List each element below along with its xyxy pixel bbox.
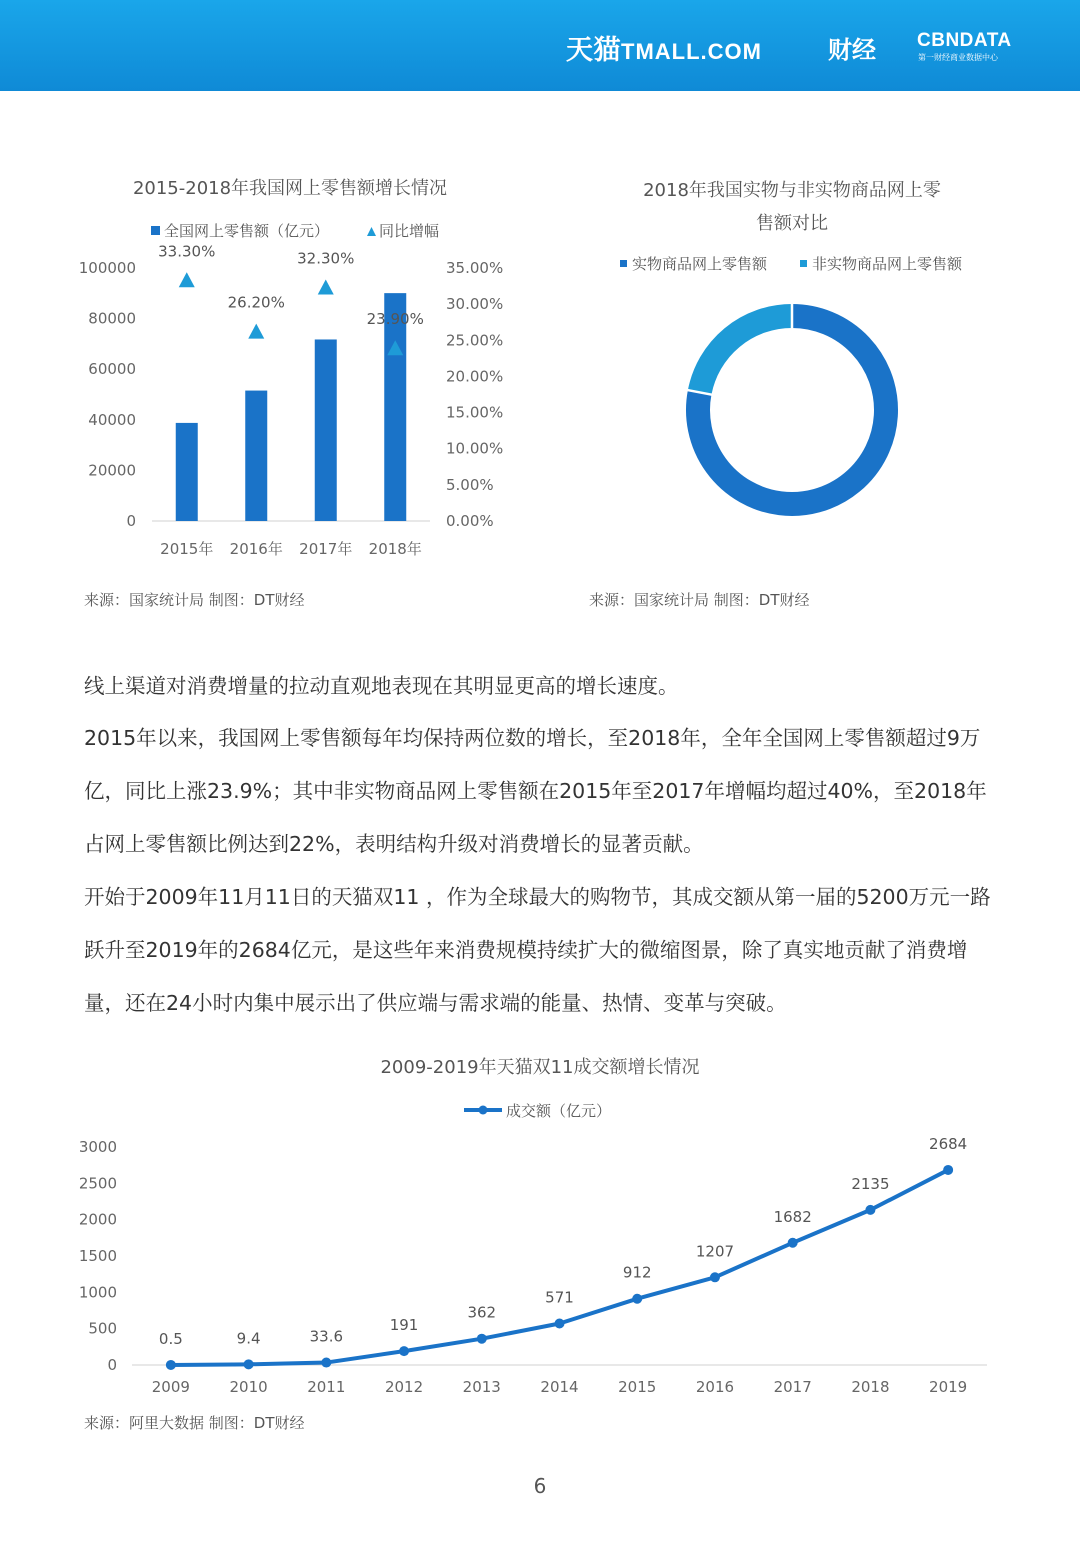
- y-tick-label: 1500: [78, 1247, 117, 1265]
- right-tick-label: 25.00%: [446, 331, 504, 350]
- growth-triangle-marker: [248, 324, 264, 339]
- legend-physical-swatch: [620, 260, 627, 267]
- paragraph-1: 线上渠道对消费增量的拉动直观地表现在其明显更高的增长速度。: [84, 674, 679, 698]
- x-tick-label: 2016年: [229, 540, 283, 558]
- data-label: 9.4: [236, 1329, 261, 1348]
- bar-chart-title: 2015-2018年我国网上零售额增长情况: [132, 178, 448, 199]
- data-point: [788, 1238, 798, 1248]
- legend-line-label: 成交额（亿元）: [506, 1102, 612, 1120]
- data-point: [632, 1294, 642, 1304]
- data-point: [477, 1334, 487, 1344]
- x-tick-label: 2019: [929, 1378, 968, 1396]
- tmall-logo: [566, 28, 762, 67]
- x-tick-label: 2018: [851, 1378, 890, 1396]
- y-tick-label: 500: [88, 1319, 117, 1338]
- x-tick-label: 2015年: [160, 540, 214, 558]
- data-label: 571: [545, 1288, 574, 1307]
- header-bar: [0, 0, 1080, 91]
- left-tick-label: 80000: [88, 309, 136, 328]
- left-tick-label: 100000: [78, 259, 136, 277]
- legend-bar-swatch: [151, 226, 160, 235]
- data-label: 912: [622, 1263, 652, 1282]
- bar-chart: [0, 210, 540, 570]
- right-tick-label: 30.00%: [446, 295, 504, 314]
- right-tick-label: 15.00%: [446, 403, 504, 422]
- data-label: 33.6: [309, 1327, 344, 1346]
- data-point: [710, 1272, 720, 1282]
- right-tick-label: 20.00%: [446, 367, 504, 386]
- data-label: 2684: [929, 1134, 968, 1153]
- y-tick-label: 3000: [78, 1138, 117, 1156]
- y-tick-label: 1000: [78, 1283, 117, 1302]
- growth-data-label: 26.20%: [227, 293, 285, 312]
- right-tick-label: 0.00%: [446, 512, 494, 530]
- right-tick-label: 5.00%: [446, 475, 494, 494]
- data-label: 1207: [695, 1242, 735, 1261]
- right-tick-label: 10.00%: [446, 439, 504, 458]
- data-point: [399, 1346, 409, 1356]
- y-tick-label: 2000: [78, 1210, 117, 1229]
- data-label: 2135: [851, 1174, 890, 1193]
- x-tick-label: 2017年: [299, 540, 353, 558]
- growth-data-label: 23.90%: [366, 310, 424, 329]
- x-tick-label: 2015: [618, 1378, 657, 1396]
- legend-triangle-icon: [367, 227, 376, 236]
- data-point: [321, 1358, 331, 1368]
- series-line: [171, 1170, 948, 1365]
- bar: [315, 339, 337, 521]
- data-point: [865, 1205, 875, 1215]
- donut-chart-source: 来源：国家统计局 制图：DT财经: [589, 591, 810, 609]
- legend-nonphysical-label: 非实物商品网上零售额: [812, 255, 963, 273]
- caijing-logo: 财经: [828, 36, 876, 64]
- x-tick-label: 2016: [695, 1378, 735, 1396]
- growth-triangle-marker: [179, 272, 195, 287]
- x-tick-label: 2017: [773, 1378, 812, 1396]
- tmall-logo-cn: 天猫: [566, 35, 621, 66]
- growth-triangle-marker: [318, 280, 334, 295]
- line-chart-title: 2009-2019年天猫双11成交额增长情况: [380, 1057, 700, 1078]
- x-tick-label: 2009: [151, 1378, 190, 1396]
- growth-data-label: 33.30%: [158, 242, 216, 261]
- legend-physical-label: 实物商品网上零售额: [632, 255, 768, 273]
- donut-chart-title: [592, 174, 992, 240]
- paragraph-2: 2015年以来，我国网上零售额每年均保持两位数的增长，至2018年，全年全国网上零售额超过9万亿，同比上涨23.9%；其中非实物商品网上零售额在2015年至2017年增幅均超过40%，至2018年占网上零售额比例达到22%，表明结构升级对消费增长的显著贡献。: [84, 726, 987, 856]
- x-tick-label: 2013: [462, 1378, 501, 1396]
- x-tick-label: 2010: [229, 1378, 268, 1396]
- donut-chart: [560, 240, 1060, 540]
- left-tick-label: 20000: [88, 461, 136, 480]
- tmall-logo-en: TMALL.COM: [621, 39, 762, 64]
- data-label: 0.5: [158, 1329, 183, 1348]
- x-tick-label: 2014: [540, 1378, 579, 1396]
- data-label: 1682: [773, 1207, 812, 1226]
- cbndata-subtitle: 第一财经商业数据中心: [918, 53, 998, 62]
- bar-chart-source: 来源：国家统计局 制图：DT财经: [84, 591, 305, 609]
- donut-chart-title-line2: 售额对比: [756, 213, 828, 234]
- left-tick-label: 0: [126, 512, 136, 530]
- legend-nonphysical-swatch: [800, 260, 807, 267]
- line-chart-source: 来源：阿里大数据 制图：DT财经: [84, 1414, 305, 1432]
- page-number: 6: [533, 1474, 547, 1498]
- bar: [245, 391, 267, 521]
- line-chart: [0, 1090, 1080, 1410]
- legend-triangle-label: 同比增幅: [379, 222, 440, 240]
- data-label: 362: [467, 1303, 497, 1322]
- bar: [176, 423, 198, 521]
- data-point: [555, 1319, 565, 1329]
- legend-bar-label: 全国网上零售额（亿元）: [164, 222, 330, 240]
- x-tick-label: 2012: [384, 1378, 424, 1396]
- data-point: [244, 1359, 254, 1369]
- left-tick-label: 40000: [88, 410, 136, 429]
- left-tick-label: 60000: [88, 360, 136, 379]
- data-point: [166, 1360, 176, 1370]
- data-label: 191: [389, 1316, 419, 1335]
- data-point: [943, 1165, 953, 1175]
- donut-slice-nonphysical: [700, 316, 792, 392]
- x-tick-label: 2011: [307, 1378, 346, 1396]
- legend-line-marker: [479, 1106, 488, 1115]
- y-tick-label: 0: [107, 1356, 117, 1374]
- growth-data-label: 32.30%: [297, 249, 355, 268]
- donut-chart-title-line1: 2018年我国实物与非实物商品网上零: [643, 180, 941, 201]
- y-tick-label: 2500: [78, 1174, 117, 1193]
- paragraph-3: 开始于2009年11月11日的天猫双11 ，作为全球最大的购物节，其成交额从第一届的5200万元一路跃升至2019年的2684亿元，是这些年来消费规模持续扩大的微缩图景，除了真实地贡献了消费增量，还在24小时内集中展示出了供应端与需求端的能量、热情、变革与突破。: [84, 885, 991, 1015]
- cbndata-logo: CBNDATA: [917, 30, 1012, 51]
- right-tick-label: 35.00%: [446, 259, 504, 277]
- x-tick-label: 2018年: [368, 540, 422, 558]
